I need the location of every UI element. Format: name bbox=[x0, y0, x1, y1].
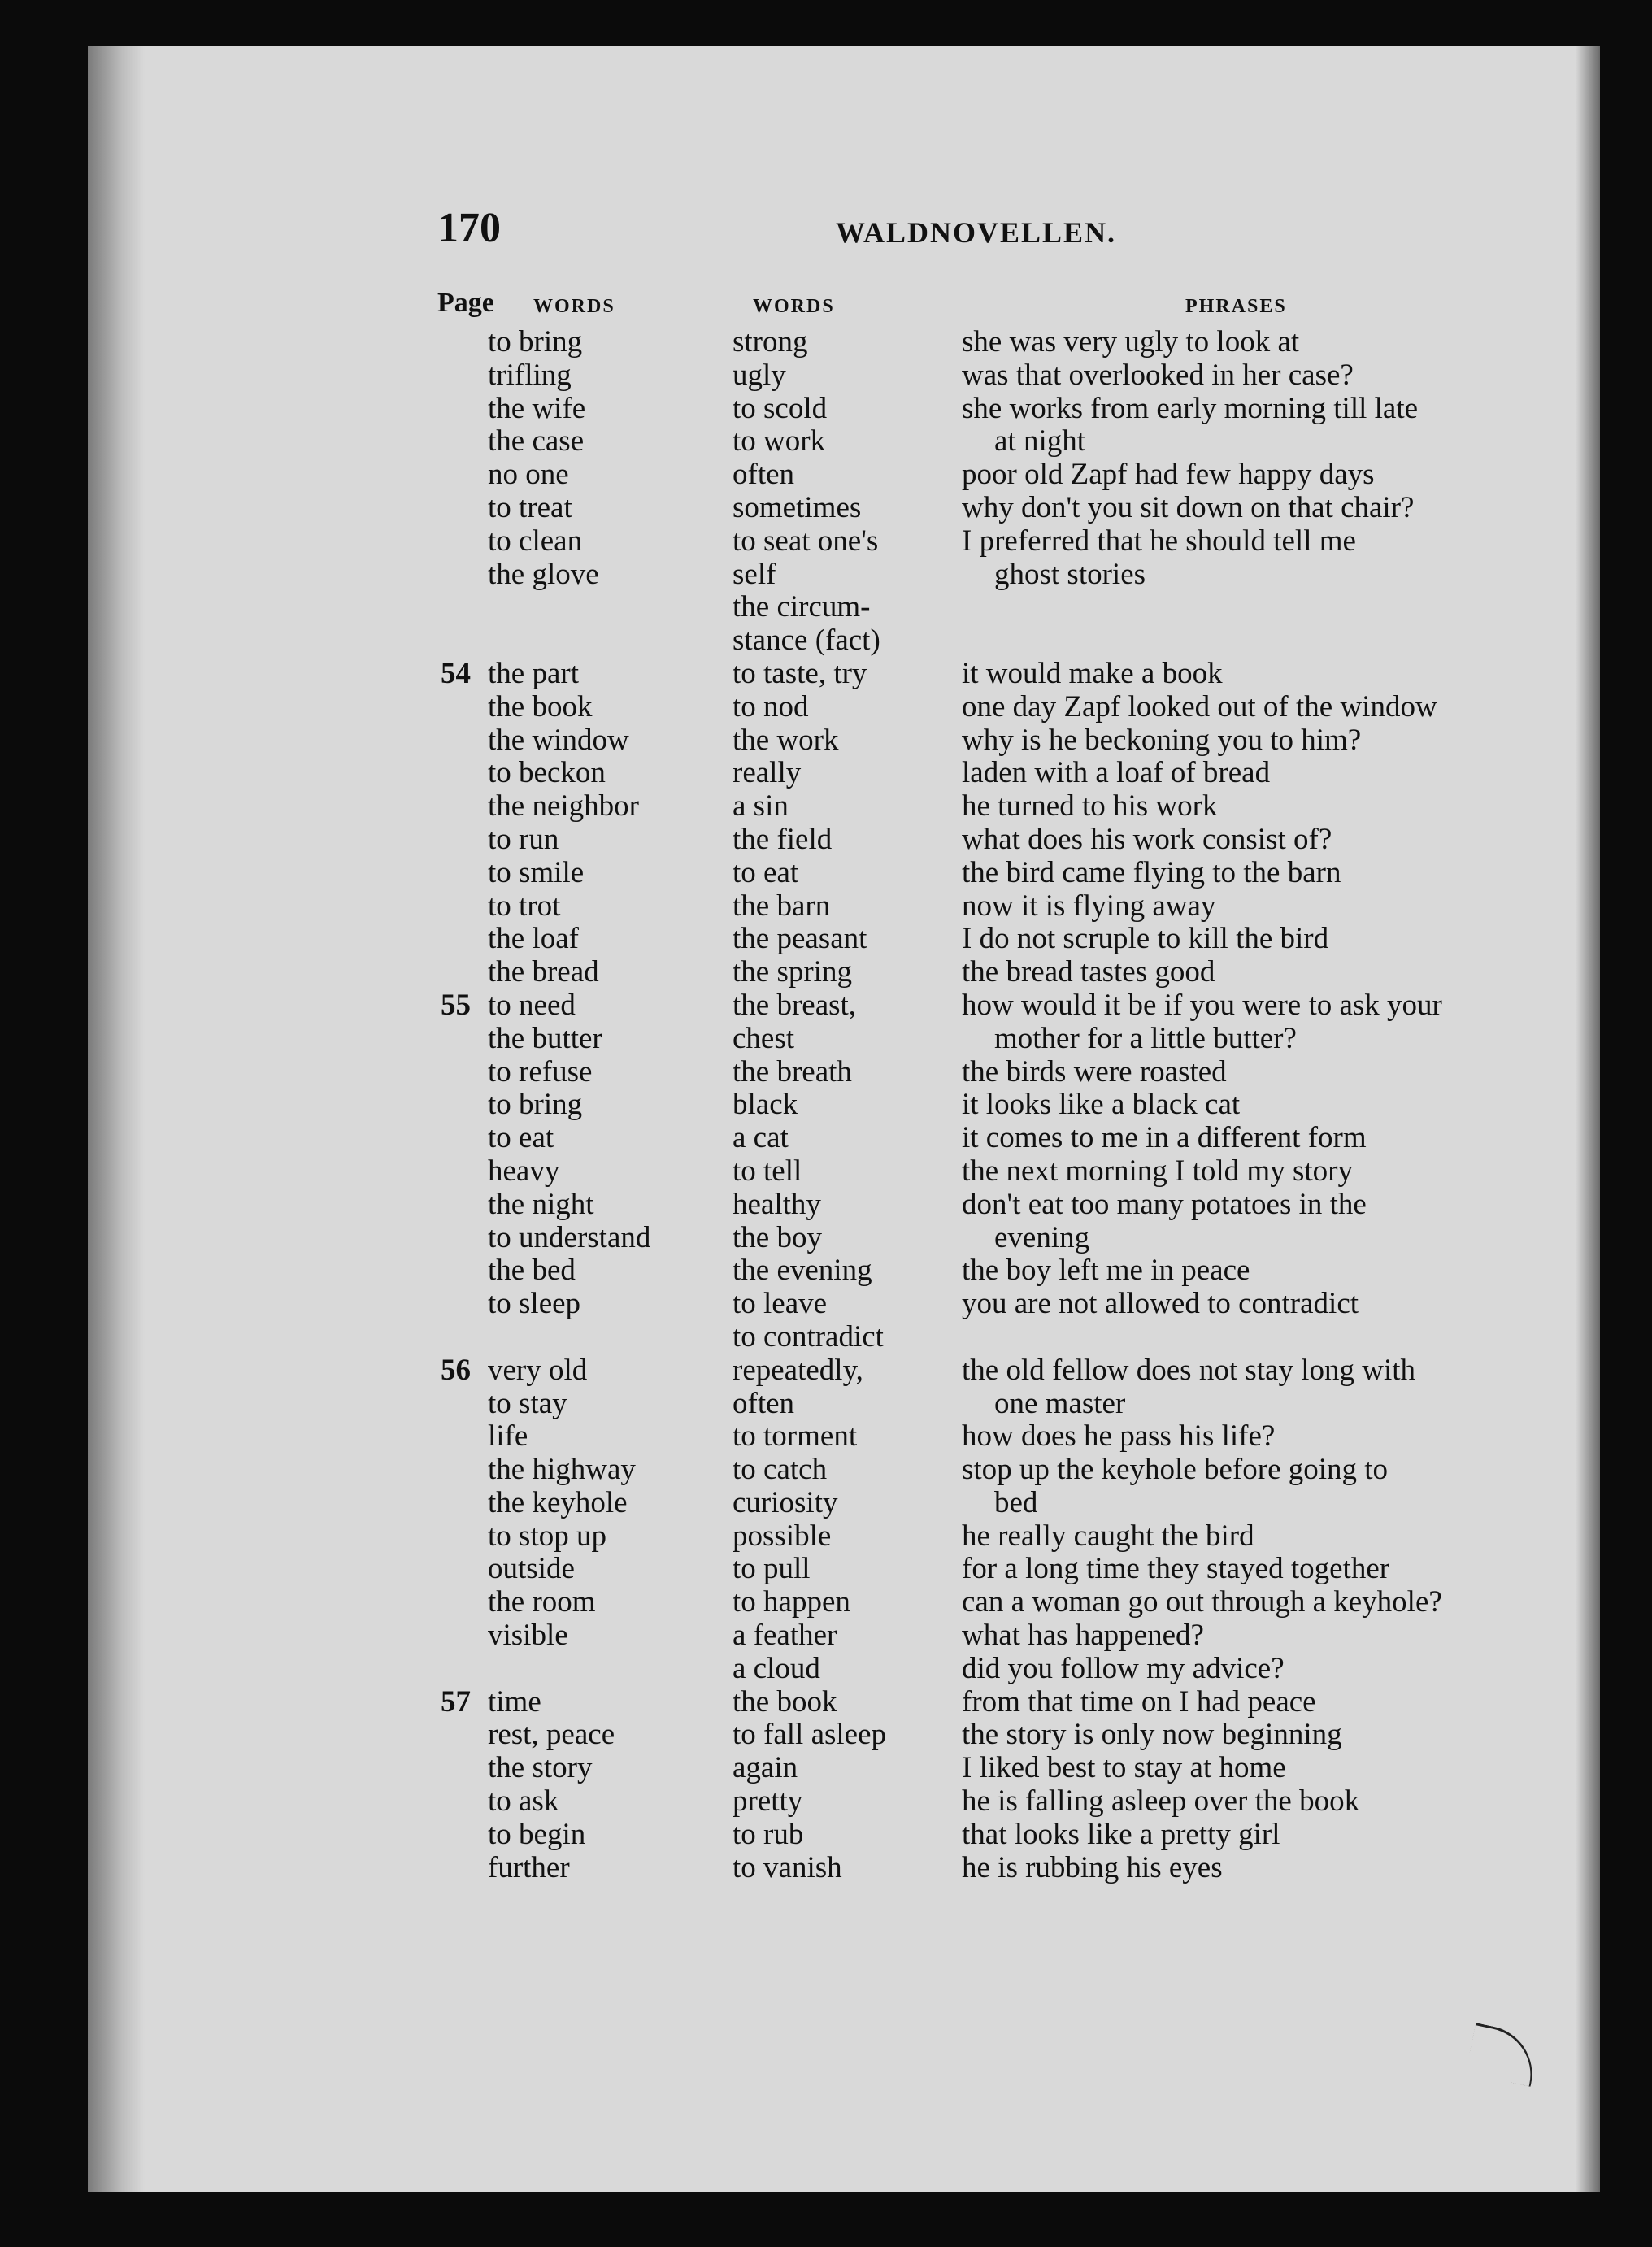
word-col-2: really bbox=[733, 756, 802, 790]
phrase: he is rubbing his eyes bbox=[962, 1850, 1223, 1884]
word-col-1: to eat bbox=[488, 1121, 554, 1155]
word-col-2: healthy bbox=[733, 1187, 821, 1221]
phrase: how does he pass his life? bbox=[962, 1419, 1276, 1454]
table-row bbox=[88, 1719, 1600, 1752]
word-col-2: the spring bbox=[733, 955, 852, 989]
column-header-phrases: PHRASES bbox=[1185, 296, 1287, 317]
phrase: for a long time they stayed together bbox=[962, 1552, 1390, 1586]
word-col-1: further bbox=[488, 1850, 570, 1884]
word-col-2: to work bbox=[733, 424, 826, 459]
word-col-2: curiosity bbox=[733, 1485, 838, 1519]
word-col-1: the loaf bbox=[488, 922, 579, 956]
phrase: did you follow my advice? bbox=[962, 1651, 1285, 1685]
table-row bbox=[88, 1056, 1600, 1089]
table-row bbox=[88, 1089, 1600, 1122]
table-row bbox=[88, 1686, 1600, 1719]
word-col-2: chest bbox=[733, 1021, 795, 1055]
word-col-1: heavy bbox=[488, 1154, 560, 1188]
word-col-2: to happen bbox=[733, 1585, 850, 1619]
table-row bbox=[88, 757, 1600, 790]
phrase: bed bbox=[994, 1485, 1038, 1519]
word-col-1: the wife bbox=[488, 391, 586, 425]
table-row bbox=[88, 824, 1600, 857]
word-col-1: visible bbox=[488, 1619, 568, 1653]
phrase: the old fellow does not stay long with bbox=[962, 1353, 1416, 1387]
table-row bbox=[88, 1454, 1600, 1487]
table-row bbox=[88, 1819, 1600, 1852]
word-col-2: possible bbox=[733, 1519, 832, 1553]
table-row bbox=[88, 591, 1600, 624]
word-col-2: again bbox=[733, 1751, 798, 1785]
phrase: why don't you sit down on that chair? bbox=[962, 490, 1415, 524]
phrase: the bread tastes good bbox=[962, 955, 1215, 989]
phrase: it comes to me in a different form bbox=[962, 1121, 1367, 1155]
phrase: stop up the keyhole before going to bbox=[962, 1453, 1389, 1487]
word-col-2: the breath bbox=[733, 1054, 852, 1089]
page-ref: 55 bbox=[441, 988, 471, 1022]
word-col-1: to ask bbox=[488, 1784, 559, 1819]
table-row bbox=[88, 1354, 1600, 1388]
table-row bbox=[88, 691, 1600, 724]
table-row bbox=[88, 1586, 1600, 1619]
table-row bbox=[88, 1254, 1600, 1288]
word-col-2: often bbox=[733, 458, 795, 492]
table-row bbox=[88, 525, 1600, 558]
word-col-1: to bring bbox=[488, 325, 583, 359]
table-row bbox=[88, 1619, 1600, 1653]
phrase: it looks like a black cat bbox=[962, 1088, 1241, 1122]
page-number: 170 bbox=[437, 205, 501, 251]
word-col-1: the case bbox=[488, 424, 585, 459]
table-row bbox=[88, 658, 1600, 691]
word-col-1: the bed bbox=[488, 1254, 576, 1288]
word-col-1: no one bbox=[488, 458, 569, 492]
table-row bbox=[88, 1321, 1600, 1354]
word-col-2: the circum- bbox=[733, 590, 871, 624]
table-row bbox=[88, 492, 1600, 525]
word-col-1: to treat bbox=[488, 490, 572, 524]
word-col-2: to fall asleep bbox=[733, 1718, 887, 1752]
table-row bbox=[88, 989, 1600, 1023]
table-row bbox=[88, 1653, 1600, 1686]
table-row bbox=[88, 890, 1600, 924]
word-col-2: the work bbox=[733, 723, 839, 757]
phrase: he is falling asleep over the book bbox=[962, 1784, 1360, 1819]
phrase: I preferred that he should tell me bbox=[962, 524, 1356, 558]
table-row bbox=[88, 1752, 1600, 1785]
phrase: why is he beckoning you to him? bbox=[962, 723, 1362, 757]
word-col-2: often bbox=[733, 1386, 795, 1420]
word-col-2: to vanish bbox=[733, 1850, 842, 1884]
word-col-2: ugly bbox=[733, 358, 786, 392]
phrase: the birds were roasted bbox=[962, 1054, 1227, 1089]
word-col-1: life bbox=[488, 1419, 528, 1454]
table-row bbox=[88, 1388, 1600, 1421]
word-col-2: self bbox=[733, 557, 776, 591]
word-col-2: the book bbox=[733, 1684, 837, 1719]
table-row bbox=[88, 624, 1600, 658]
table-row bbox=[88, 393, 1600, 426]
phrase: I liked best to stay at home bbox=[962, 1751, 1286, 1785]
phrase: I do not scruple to kill the bird bbox=[962, 922, 1329, 956]
phrase: laden with a loaf of bread bbox=[962, 756, 1271, 790]
word-col-1: to run bbox=[488, 822, 559, 856]
phrase: she was very ugly to look at bbox=[962, 325, 1300, 359]
word-col-2: to taste, try bbox=[733, 656, 867, 690]
table-row bbox=[88, 558, 1600, 592]
vocabulary-table bbox=[88, 326, 1600, 1884]
running-title: WALDNOVELLEN. bbox=[836, 216, 1117, 249]
table-row bbox=[88, 1520, 1600, 1554]
phrase: the story is only now beginning bbox=[962, 1718, 1342, 1752]
word-col-2: to nod bbox=[733, 689, 809, 724]
column-header-words-2: WORDS bbox=[753, 296, 835, 317]
table-row bbox=[88, 857, 1600, 890]
word-col-2: a cloud bbox=[733, 1651, 820, 1685]
word-col-1: outside bbox=[488, 1552, 575, 1586]
phrase: what does his work consist of? bbox=[962, 822, 1332, 856]
column-header-page: Page bbox=[437, 288, 494, 318]
table-row bbox=[88, 1785, 1600, 1819]
word-col-1: to need bbox=[488, 988, 576, 1022]
word-col-1: the night bbox=[488, 1187, 594, 1221]
scanned-page bbox=[88, 46, 1600, 2192]
word-col-1: to stop up bbox=[488, 1519, 606, 1553]
phrase: he turned to his work bbox=[962, 789, 1218, 824]
table-row bbox=[88, 923, 1600, 956]
word-col-1: rest, peace bbox=[488, 1718, 615, 1752]
word-col-1: the part bbox=[488, 656, 579, 690]
page-ref: 56 bbox=[441, 1353, 471, 1387]
word-col-2: the field bbox=[733, 822, 833, 856]
word-col-2: a cat bbox=[733, 1121, 789, 1155]
word-col-2: to rub bbox=[733, 1817, 804, 1851]
word-col-1: the keyhole bbox=[488, 1485, 628, 1519]
column-header-words-1: WORDS bbox=[533, 296, 615, 317]
table-row bbox=[88, 459, 1600, 492]
word-col-1: to sleep bbox=[488, 1287, 581, 1321]
phrase: evening bbox=[994, 1220, 1090, 1254]
page-ref: 57 bbox=[441, 1684, 471, 1719]
phrase: the bird came flying to the barn bbox=[962, 855, 1341, 889]
word-col-1: trifling bbox=[488, 358, 572, 392]
phrase: mother for a little butter? bbox=[994, 1021, 1297, 1055]
phrase: poor old Zapf had few happy days bbox=[962, 458, 1375, 492]
phrase: the next morning I told my story bbox=[962, 1154, 1353, 1188]
word-col-2: to catch bbox=[733, 1453, 828, 1487]
word-col-2: pretty bbox=[733, 1784, 803, 1819]
word-col-2: the evening bbox=[733, 1254, 872, 1288]
phrase: one master bbox=[994, 1386, 1126, 1420]
word-col-1: the book bbox=[488, 689, 593, 724]
word-col-1: the window bbox=[488, 723, 629, 757]
phrase: you are not allowed to contradict bbox=[962, 1287, 1359, 1321]
table-row bbox=[88, 1155, 1600, 1189]
word-col-2: to torment bbox=[733, 1419, 858, 1454]
phrase: ghost stories bbox=[994, 557, 1146, 591]
table-row bbox=[88, 425, 1600, 459]
table-row bbox=[88, 1420, 1600, 1454]
phrase: the boy left me in peace bbox=[962, 1254, 1250, 1288]
phrase: it would make a book bbox=[962, 656, 1223, 690]
word-col-2: to pull bbox=[733, 1552, 811, 1586]
phrase: was that overlooked in her case? bbox=[962, 358, 1354, 392]
word-col-1: the neighbor bbox=[488, 789, 639, 824]
word-col-2: to scold bbox=[733, 391, 828, 425]
word-col-1: time bbox=[488, 1684, 541, 1719]
word-col-2: stance (fact) bbox=[733, 624, 880, 658]
word-col-2: to leave bbox=[733, 1287, 828, 1321]
table-row bbox=[88, 1852, 1600, 1885]
word-col-2: the breast, bbox=[733, 988, 857, 1022]
table-row bbox=[88, 1122, 1600, 1155]
word-col-1: the highway bbox=[488, 1453, 636, 1487]
phrase: now it is flying away bbox=[962, 889, 1216, 923]
word-col-2: to tell bbox=[733, 1154, 802, 1188]
word-col-2: the boy bbox=[733, 1220, 822, 1254]
table-row bbox=[88, 1222, 1600, 1255]
word-col-1: to smile bbox=[488, 855, 585, 889]
word-col-2: the barn bbox=[733, 889, 831, 923]
table-row bbox=[88, 1189, 1600, 1222]
page-ref: 54 bbox=[441, 656, 471, 690]
word-col-2: black bbox=[733, 1088, 798, 1122]
word-col-1: to beckon bbox=[488, 756, 606, 790]
phrase: don't eat too many potatoes in the bbox=[962, 1187, 1367, 1221]
table-row bbox=[88, 1023, 1600, 1056]
table-row bbox=[88, 724, 1600, 758]
word-col-2: to eat bbox=[733, 855, 799, 889]
word-col-2: strong bbox=[733, 325, 808, 359]
table-row bbox=[88, 1288, 1600, 1321]
word-col-1: the story bbox=[488, 1751, 593, 1785]
word-col-1: to refuse bbox=[488, 1054, 593, 1089]
word-col-2: to seat one's bbox=[733, 524, 879, 558]
word-col-2: a sin bbox=[733, 789, 789, 824]
page-header bbox=[88, 204, 1600, 269]
table-row bbox=[88, 790, 1600, 824]
phrase: at night bbox=[994, 424, 1086, 459]
phrase: from that time on I had peace bbox=[962, 1684, 1316, 1719]
phrase: can a woman go out through a keyhole? bbox=[962, 1585, 1442, 1619]
word-col-2: a feather bbox=[733, 1619, 837, 1653]
word-col-1: to trot bbox=[488, 889, 561, 923]
word-col-1: the bread bbox=[488, 955, 599, 989]
word-col-1: to bring bbox=[488, 1088, 583, 1122]
word-col-1: the butter bbox=[488, 1021, 602, 1055]
table-row bbox=[88, 359, 1600, 393]
phrase: what has happened? bbox=[962, 1619, 1204, 1653]
word-col-1: to begin bbox=[488, 1817, 586, 1851]
word-col-1: to understand bbox=[488, 1220, 651, 1254]
scan-mark bbox=[1465, 2023, 1541, 2087]
phrase: she works from early morning till late bbox=[962, 391, 1419, 425]
phrase: one day Zapf looked out of the window bbox=[962, 689, 1437, 724]
word-col-1: the room bbox=[488, 1585, 596, 1619]
phrase: that looks like a pretty girl bbox=[962, 1817, 1280, 1851]
table-row bbox=[88, 1487, 1600, 1520]
word-col-2: to contradict bbox=[733, 1319, 884, 1354]
word-col-1: to clean bbox=[488, 524, 583, 558]
word-col-1: the glove bbox=[488, 557, 599, 591]
table-row bbox=[88, 326, 1600, 359]
word-col-1: to stay bbox=[488, 1386, 567, 1420]
phrase: he really caught the bird bbox=[962, 1519, 1254, 1553]
word-col-2: the peasant bbox=[733, 922, 867, 956]
table-row bbox=[88, 956, 1600, 989]
table-row bbox=[88, 1553, 1600, 1586]
word-col-2: repeatedly, bbox=[733, 1353, 863, 1387]
word-col-2: sometimes bbox=[733, 490, 862, 524]
phrase: how would it be if you were to ask your bbox=[962, 988, 1442, 1022]
word-col-1: very old bbox=[488, 1353, 588, 1387]
